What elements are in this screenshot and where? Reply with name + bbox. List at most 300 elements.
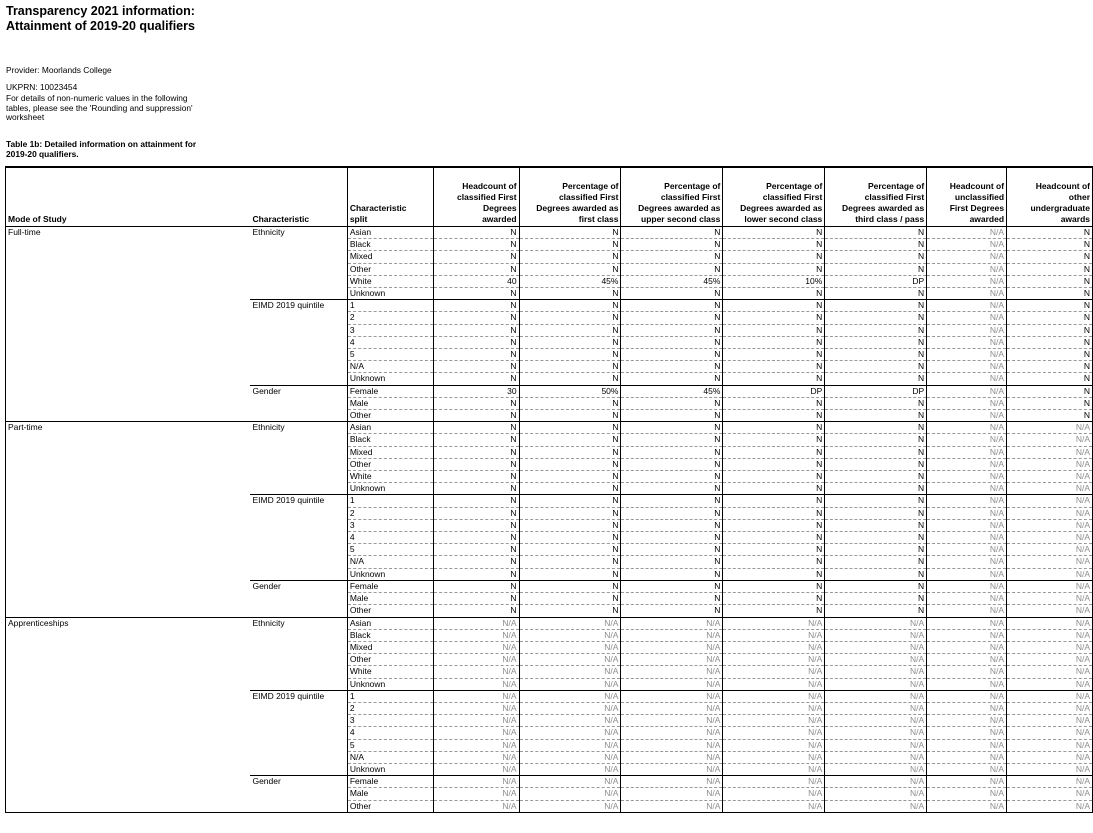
value-cell: N (825, 300, 927, 312)
characteristic-split-cell: Black (347, 239, 433, 251)
header-line: Percentage of (562, 181, 619, 191)
value-cell: N/A (927, 751, 1007, 763)
mode-of-study-cell: Part-time (6, 422, 251, 617)
value-cell: N (621, 361, 723, 373)
value-cell: N (433, 239, 519, 251)
value-cell: N/A (433, 715, 519, 727)
value-cell: N (621, 483, 723, 495)
value-cell: N (519, 361, 621, 373)
value-cell: DP (825, 275, 927, 287)
value-cell: N/A (723, 800, 825, 812)
value-cell: N (519, 263, 621, 275)
value-cell: N/A (1007, 800, 1093, 812)
value-cell: N (621, 507, 723, 519)
table-body (6, 227, 1093, 813)
provider-name: Provider: Moorlands College (6, 65, 112, 75)
value-cell: N/A (927, 239, 1007, 251)
value-cell: N (723, 300, 825, 312)
value-cell: N/A (621, 666, 723, 678)
value-cell: N (825, 471, 927, 483)
value-cell: N/A (1007, 678, 1093, 690)
value-cell: N (723, 263, 825, 275)
note-line: worksheet (6, 112, 45, 123)
value-cell: N/A (1007, 458, 1093, 470)
header-col-3 (621, 167, 723, 227)
characteristic-cell: Gender (250, 580, 347, 617)
header-row (6, 167, 1093, 227)
value-cell: N/A (621, 641, 723, 653)
header-line: classified First (864, 192, 925, 202)
value-cell: N/A (927, 397, 1007, 409)
value-cell: N (519, 507, 621, 519)
value-cell: N (825, 580, 927, 592)
value-cell: N/A (433, 678, 519, 690)
value-cell: N (825, 458, 927, 470)
value-cell: N (433, 263, 519, 275)
value-cell: N (621, 312, 723, 324)
header-col-1 (433, 167, 519, 227)
characteristic-split-cell: Other (347, 654, 433, 666)
value-cell: N (723, 568, 825, 580)
value-cell: N/A (825, 727, 927, 739)
value-cell: N (621, 422, 723, 434)
characteristic-split-cell: 2 (347, 312, 433, 324)
value-cell: N (621, 532, 723, 544)
value-cell: N (621, 288, 723, 300)
header-line: Degrees awarded as (536, 203, 619, 213)
mode-of-study-cell: Apprenticeships (6, 617, 251, 812)
value-cell: N (1007, 324, 1093, 336)
value-cell: N/A (825, 715, 927, 727)
value-cell: N/A (1007, 702, 1093, 714)
value-cell: N/A (433, 776, 519, 788)
value-cell: N (519, 312, 621, 324)
value-cell: N/A (927, 324, 1007, 336)
value-cell: N/A (927, 312, 1007, 324)
value-cell: N/A (519, 751, 621, 763)
characteristic-cell: Ethnicity (250, 422, 347, 495)
value-cell: N/A (825, 739, 927, 751)
value-cell: N (433, 495, 519, 507)
value-cell: N/A (927, 507, 1007, 519)
value-cell: N/A (1007, 739, 1093, 751)
value-cell: N/A (723, 617, 825, 629)
header-line: Degrees awarded as (740, 203, 823, 213)
value-cell: N (1007, 275, 1093, 287)
value-cell: N/A (1007, 617, 1093, 629)
value-cell: N (433, 593, 519, 605)
characteristic-split-cell: White (347, 471, 433, 483)
value-cell: N (1007, 385, 1093, 397)
value-cell: N (621, 434, 723, 446)
header-characteristic: Characteristic (250, 167, 347, 227)
value-cell: 40 (433, 275, 519, 287)
title-line-2: Attainment of 2019-20 qualifiers (6, 19, 195, 33)
value-cell: N (621, 336, 723, 348)
value-cell: N (825, 349, 927, 361)
value-cell: N (621, 263, 723, 275)
value-cell: N (723, 532, 825, 544)
characteristic-split-cell: Mixed (347, 446, 433, 458)
value-cell: N/A (927, 519, 1007, 531)
header-col-5 (825, 167, 927, 227)
value-cell: N/A (927, 495, 1007, 507)
value-cell: N/A (519, 666, 621, 678)
value-cell: N (723, 556, 825, 568)
value-cell: N (825, 434, 927, 446)
value-cell: N/A (519, 629, 621, 641)
value-cell: N (433, 483, 519, 495)
value-cell: N/A (519, 788, 621, 800)
value-cell: N/A (723, 715, 825, 727)
value-cell: N (621, 239, 723, 251)
value-cell: N/A (433, 666, 519, 678)
value-cell: N/A (825, 666, 927, 678)
value-cell: N/A (433, 641, 519, 653)
value-cell: N/A (433, 702, 519, 714)
value-cell: N (621, 495, 723, 507)
value-cell: N (723, 471, 825, 483)
value-cell: N/A (621, 715, 723, 727)
header-split (347, 167, 433, 227)
value-cell: N/A (927, 763, 1007, 775)
value-cell: N (723, 422, 825, 434)
value-cell: N/A (433, 629, 519, 641)
value-cell: N/A (825, 751, 927, 763)
value-cell: N/A (1007, 666, 1093, 678)
header-line: classified First (457, 192, 517, 202)
value-cell: N (723, 495, 825, 507)
value-cell: N (825, 397, 927, 409)
value-cell: N/A (927, 300, 1007, 312)
value-cell: N/A (519, 715, 621, 727)
value-cell: N (825, 324, 927, 336)
value-cell: N (825, 544, 927, 556)
value-cell: N/A (927, 532, 1007, 544)
value-cell: N (723, 434, 825, 446)
value-cell: N/A (519, 617, 621, 629)
value-cell: N (433, 373, 519, 385)
value-cell: N/A (1007, 483, 1093, 495)
characteristic-split-cell: Unknown (347, 288, 433, 300)
value-cell: N (519, 532, 621, 544)
value-cell: N (1007, 312, 1093, 324)
value-cell: DP (723, 385, 825, 397)
value-cell: N (519, 336, 621, 348)
value-cell: N/A (723, 641, 825, 653)
value-cell: N/A (927, 690, 1007, 702)
value-cell: N/A (927, 727, 1007, 739)
value-cell: N (433, 349, 519, 361)
value-cell: N (1007, 373, 1093, 385)
value-cell: N (433, 251, 519, 263)
characteristic-split-cell: Male (347, 788, 433, 800)
header-line: Degrees (483, 203, 517, 213)
value-cell: N (1007, 300, 1093, 312)
value-cell: N (723, 519, 825, 531)
value-cell: N (433, 580, 519, 592)
value-cell: N/A (1007, 641, 1093, 653)
value-cell: N (723, 361, 825, 373)
characteristic-split-cell: 2 (347, 702, 433, 714)
characteristic-split-cell: 3 (347, 519, 433, 531)
characteristic-cell: EIMD 2019 quintile (250, 300, 347, 385)
value-cell: N/A (519, 678, 621, 690)
characteristic-split-cell: Black (347, 629, 433, 641)
value-cell: N/A (723, 666, 825, 678)
value-cell: N/A (927, 654, 1007, 666)
value-cell: N (825, 422, 927, 434)
characteristic-cell: EIMD 2019 quintile (250, 495, 347, 580)
value-cell: N/A (825, 617, 927, 629)
value-cell: N (519, 593, 621, 605)
table-caption (6, 139, 246, 159)
value-cell: N (723, 410, 825, 422)
value-cell: N/A (1007, 507, 1093, 519)
value-cell: N (519, 434, 621, 446)
characteristic-split-cell: 1 (347, 300, 433, 312)
value-cell: N (621, 544, 723, 556)
header-line: awarded (482, 214, 517, 224)
value-cell: N (519, 422, 621, 434)
value-cell: N/A (723, 654, 825, 666)
value-cell: N/A (927, 288, 1007, 300)
value-cell: N/A (1007, 776, 1093, 788)
value-cell: N (825, 251, 927, 263)
value-cell: N (621, 300, 723, 312)
header-line: Degrees awarded as (638, 203, 721, 213)
value-cell: N (723, 458, 825, 470)
value-cell: N (519, 580, 621, 592)
header-mode: Mode of Study (6, 167, 251, 227)
value-cell: N (519, 471, 621, 483)
value-cell: N/A (927, 349, 1007, 361)
value-cell: N (723, 544, 825, 556)
value-cell: N (1007, 251, 1093, 263)
value-cell: N/A (927, 336, 1007, 348)
value-cell: N/A (825, 776, 927, 788)
value-cell: N (621, 580, 723, 592)
value-cell: N/A (621, 654, 723, 666)
value-cell: N/A (1007, 605, 1093, 617)
characteristic-split-cell: Male (347, 397, 433, 409)
characteristic-cell: Gender (250, 776, 347, 813)
characteristic-split-cell: Black (347, 434, 433, 446)
value-cell: N (433, 532, 519, 544)
value-cell: N/A (1007, 580, 1093, 592)
value-cell: N (621, 373, 723, 385)
characteristic-split-cell: Other (347, 263, 433, 275)
header-col-7 (1007, 167, 1093, 227)
value-cell: N/A (927, 776, 1007, 788)
value-cell: 30 (433, 385, 519, 397)
value-cell: N/A (433, 690, 519, 702)
value-cell: N/A (927, 666, 1007, 678)
value-cell: N (1007, 361, 1093, 373)
value-cell: N/A (825, 763, 927, 775)
value-cell: N (825, 556, 927, 568)
value-cell: N (621, 349, 723, 361)
header-line: Headcount of (1035, 181, 1090, 191)
value-cell: N/A (621, 617, 723, 629)
value-cell: N (433, 324, 519, 336)
value-cell: N/A (433, 751, 519, 763)
characteristic-cell: Gender (250, 385, 347, 422)
value-cell: N (1007, 349, 1093, 361)
value-cell: N (825, 593, 927, 605)
value-cell: N (433, 556, 519, 568)
value-cell: N/A (825, 678, 927, 690)
value-cell: N (825, 519, 927, 531)
value-cell: N/A (927, 422, 1007, 434)
value-cell: N/A (825, 690, 927, 702)
value-cell: N (519, 458, 621, 470)
characteristic-cell: Ethnicity (250, 617, 347, 690)
value-cell: N/A (927, 641, 1007, 653)
value-cell: N/A (927, 471, 1007, 483)
header-line: lower second class (744, 214, 823, 224)
characteristic-split-cell: Female (347, 580, 433, 592)
value-cell: N/A (433, 654, 519, 666)
value-cell: N (825, 495, 927, 507)
value-cell: 45% (519, 275, 621, 287)
value-cell: N (723, 593, 825, 605)
value-cell: N/A (825, 641, 927, 653)
value-cell: N/A (1007, 751, 1093, 763)
value-cell: N/A (621, 751, 723, 763)
value-cell: N/A (621, 678, 723, 690)
value-cell: N/A (927, 739, 1007, 751)
header-line: other (1068, 192, 1090, 202)
value-cell: N/A (723, 776, 825, 788)
characteristic-cell: Ethnicity (250, 227, 347, 300)
header-line: upper second class (641, 214, 721, 224)
value-cell: N (723, 336, 825, 348)
value-cell: N (825, 410, 927, 422)
value-cell: N/A (1007, 532, 1093, 544)
value-cell: N/A (927, 617, 1007, 629)
header-line: classified First (558, 192, 619, 202)
characteristic-split-cell: 3 (347, 324, 433, 336)
value-cell: N/A (1007, 593, 1093, 605)
value-cell: N (723, 605, 825, 617)
value-cell: N (621, 458, 723, 470)
value-cell: N (621, 227, 723, 239)
value-cell: N (433, 471, 519, 483)
value-cell: N/A (927, 458, 1007, 470)
value-cell: N/A (927, 715, 1007, 727)
value-cell: N (621, 251, 723, 263)
value-cell: N (519, 519, 621, 531)
rounding-note (6, 94, 193, 123)
value-cell: N (723, 251, 825, 263)
value-cell: N/A (621, 702, 723, 714)
value-cell: N (519, 410, 621, 422)
value-cell: N/A (433, 788, 519, 800)
characteristic-split-cell: White (347, 666, 433, 678)
value-cell: N (723, 312, 825, 324)
value-cell: N (723, 580, 825, 592)
value-cell: N (621, 519, 723, 531)
value-cell: N/A (1007, 715, 1093, 727)
characteristic-split-cell: Asian (347, 227, 433, 239)
characteristic-split-cell: 1 (347, 690, 433, 702)
value-cell: N/A (621, 763, 723, 775)
characteristic-split-cell: Unknown (347, 763, 433, 775)
value-cell: N (519, 251, 621, 263)
value-cell: N/A (433, 727, 519, 739)
value-cell: N (1007, 397, 1093, 409)
value-cell: N (519, 605, 621, 617)
value-cell: N (723, 288, 825, 300)
value-cell: N (519, 446, 621, 458)
header-line: third class / pass (855, 214, 925, 224)
note-line: tables, please see the 'Rounding and suppression' (6, 102, 193, 113)
characteristic-split-cell: N/A (347, 361, 433, 373)
value-cell: N (519, 288, 621, 300)
value-cell: N/A (825, 788, 927, 800)
header-col-6 (927, 167, 1007, 227)
value-cell: N/A (519, 800, 621, 812)
value-cell: N (723, 373, 825, 385)
ukprn: UKPRN: 10023454 (6, 82, 78, 92)
characteristic-split-cell: N/A (347, 556, 433, 568)
characteristic-split-cell: Other (347, 800, 433, 812)
value-cell: N/A (519, 702, 621, 714)
value-cell: N (433, 422, 519, 434)
characteristic-split-cell: 5 (347, 349, 433, 361)
value-cell: 45% (621, 385, 723, 397)
value-cell: N (621, 324, 723, 336)
value-cell: N/A (723, 629, 825, 641)
value-cell: N (1007, 263, 1093, 275)
header-line: Headcount of (949, 181, 1005, 191)
value-cell: N (825, 336, 927, 348)
value-cell: N/A (1007, 763, 1093, 775)
value-cell: N (723, 227, 825, 239)
characteristic-split-cell: N/A (347, 751, 433, 763)
value-cell: N/A (1007, 495, 1093, 507)
value-cell: N/A (927, 788, 1007, 800)
value-cell: N/A (927, 275, 1007, 287)
note-line: For details of non-numeric values in the following (6, 93, 188, 103)
value-cell: N/A (927, 385, 1007, 397)
value-cell: N (825, 288, 927, 300)
value-cell: N/A (1007, 654, 1093, 666)
value-cell: N (825, 239, 927, 251)
value-cell: N (621, 568, 723, 580)
value-cell: N/A (621, 788, 723, 800)
caption-line: 2019-20 qualifiers. (6, 149, 79, 159)
value-cell: N/A (621, 776, 723, 788)
value-cell: N (621, 446, 723, 458)
characteristic-split-cell: 5 (347, 544, 433, 556)
header-col-2 (519, 167, 621, 227)
value-cell: N (433, 397, 519, 409)
characteristic-cell: EIMD 2019 quintile (250, 690, 347, 775)
value-cell: 50% (519, 385, 621, 397)
value-cell: N (519, 300, 621, 312)
value-cell: N (433, 568, 519, 580)
value-cell: N (519, 483, 621, 495)
value-cell: N (825, 483, 927, 495)
header-line: classified First (660, 192, 721, 202)
value-cell: N/A (927, 629, 1007, 641)
value-cell: N/A (519, 776, 621, 788)
value-cell: N (621, 410, 723, 422)
header-line: awards (1060, 214, 1090, 224)
value-cell: N (519, 568, 621, 580)
